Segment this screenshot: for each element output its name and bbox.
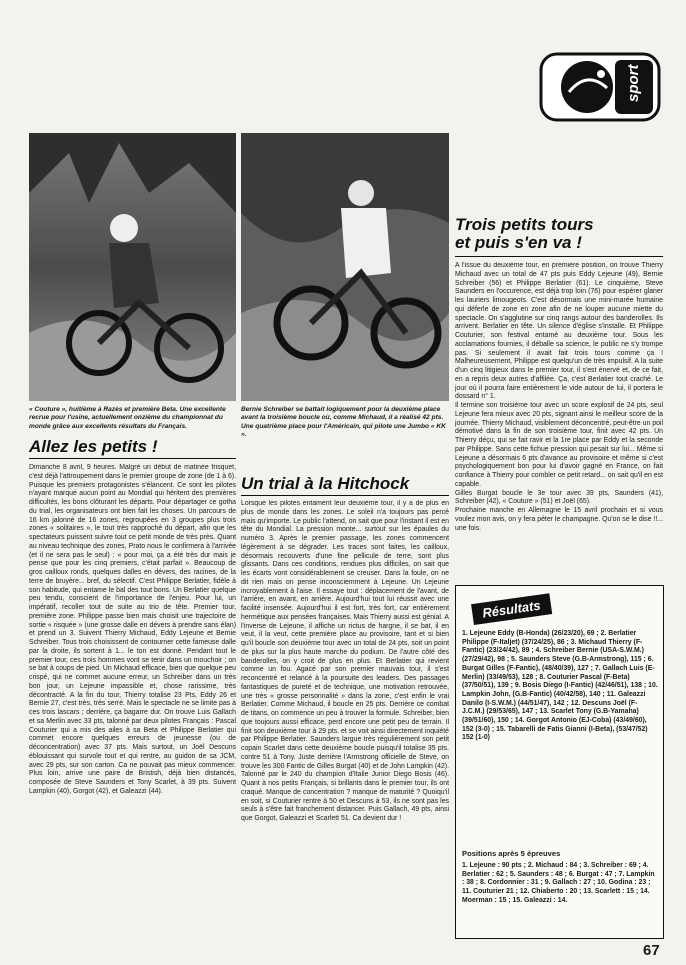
sport-logo	[539, 52, 661, 122]
results-box	[455, 585, 664, 939]
section3-paragraph-4: Prochaine manche en Allemagne le 15 avril prochain et si vous voulez mon avis, on y fera péter le champagne. Qu'on se le dise !!... une fois.	[455, 507, 663, 532]
section3-body	[455, 262, 663, 582]
section3-paragraph-2: Il termine son troisième tour avec un score explosif de 24 pts, seul Lejeune fera mieux avec 20 pts, signant ainsi le meilleur score de la journée. Thierry Michaud, visiblement déconcentré, peut-être un poil démotivé dans la fin de son troisième tour, finit avec 42 pts. Un Thierry déçu, qui se fait ravir et la 1re place par Eddy et la seconde par Philippe. Sans cette fichue pression qui pesait sur lui... Même si Lejeune a désormais 6 pts d'avance au provisoire et même si c'est psychologiquement bon pour lui d'avoir gagné en France, on fait confiance à Thierry pour combler ce petit retard... on sait qu'il en est capable.	[455, 402, 663, 488]
logo-text: sport	[625, 64, 642, 102]
section3-paragraph-1: A l'issue du deuxième tour, en première position, on trouve Thierry Michaud avec un total de 47 pts puis Eddy Lejeune (49), Bernie Schreiber (56) et Philippe Berlatier (61). Le cinquième, Steve Saunders en l'occurence, est déjà trop loin (76) pour espérer glaner les lauriers limougeots. C'est désormais une mini-marée humaine qui déferle de zone en zone afin de ne louper aucune miette du spectacle. On s'agglutine sur cinq rangs autour des banderolles. Ils arrivent. Berlatier en tête. Un silence d'église s'installe. Et Philippe Couturier, son festival entamé au deuxième tour. Sous les acclamations fournies, il déballe sa science, le public ne s'y trompe pas. Si seulement il avait fait trois tours comme ça ! Malheureusement, Philippe est quelqu'un de très impulsif. A la suite d'un cinq litigieux dans le premier tour, il s'est énervé et, de ce fait, en a repris deux autres d'affilée. Ça, c'est Berlatier tout craché. Le jour où il pourra faire entièrement le vide autour de lui, il portera le dossard n° 1.	[455, 262, 663, 401]
section1-body: Dimanche 8 avril, 9 heures. Malgré un début de matinée frisquet, c'est déjà l'attroupement dans le premier groupe de zone (de 1 à 6). Puisque les premiers protagonistes s'élancent. Ce sont les pilotes n'ayant marqué aucun point au Mondial qui héritent des premières difficultés, les bons clôturant les départs. Pour départager ce gotha du trial, les organisateurs ont bien fait les choses. Un parcours de 16 km jalonné de 16 zones, regroupées en 3 groupes plus trois zones « solitaires », le tout très rapproché du départ, afin que les spectateurs puissent suivre tout ce petit monde de très près. Quant au niveau technique des zones, Prato nous le confirmera à l'arrivée (et il ne sera pas le seul) : « pour moi, ça a été très dur mais je pense que pour les cinq premiers, c'était parfait ». Beaucoup de gros cailloux ronds, quelques dalles en dévers, des racines, de la terre de bruyère... bref, du sélectif. C'est Philippe Berlatier, fidèle à son habitude, qui entame le bal des tout bons. Un Berlatier quelque peu tendu, conscient de l'importance de l'enjeu. Pour lui, un impératif, recoller tout de suite au trio de tête. Premier tour, première zone. Philippe passe bien mais choisit une trajectoire de sortie « risquée » (une grosse dalle en dévers à prendre sans élan) et prend un 3. Suivent Thierry Michaud, Eddy Lejeune et Bernie Schreiber. Tous trois choisissent de contourner cette fameuse dalle par la droite, ils sortent à 1... le ton est donné. Pendant tout le premier tour, ces trois hommes vont se tenir dans un mouchoir ; on se bat à coups de pied. Un Michaud efficace, bien que quelque peu crispé, qui ne commet aucune erreur, un Schreiber dans un très bon jour, un Lejeune impassible et, chose rarissime, très décontracté. A la fin du tour, Thierry totalise 23 Pts, Eddy 26 et Bernie 27, c'est très, très serré. Mais le spectacle ne se limite pas à ces trois lascars ; derrière, ça bagarre dur. On trouve Luis Gallach et sa Merlin avec 33 pts, talonné par deux pilotes Français : Pascal Couturier qui a mis des ailes à sa Beta et Philippe Berlatier qui commet encore quelques erreurs de jeunesse (ou de déconcentration) avec 37 pts. Mais surtout, un Joël Descuns éblouissant qui survole tout et qui rentre, au guidon de sa JCM, avec 29 pts, sur son carton. Ca ne pouvait pas mieux commencer. Plus loin, arrive une paire de Bristish, déjà bien distancés, composée de Steve Saunders et Tony Scarlet, à 39 pts. Suivent Lampkin (40), Gorgot (42), et Galeazzi (44).	[29, 464, 236, 795]
section3-paragraph-3: Gilles Burgat boucle le 3e tour avec 39 pts, Saunders (41), Schreiber (42), « Couture » (51) et Joël (65).	[455, 489, 663, 506]
section1-divider	[29, 458, 236, 459]
caption-couture: « Couture », huitième à Razès et première Beta. Une excellente recrue pour l'usine, actuellement onzième du championnat du monde grâce aux excellents résultats du Français.	[29, 406, 226, 430]
section1-continuation	[241, 440, 449, 470]
photo-couture	[29, 133, 236, 401]
section2-body: Lorsque les pilotes entament leur deuxième tour, il y a de plus en plus de monde dans les zones. Le soleil n'a toujours pas percé mais qu'importe. Le public l'attend, on sait que pour l'instant il est en tête du Mondial. La pression monte... surtout sur les épaules du numéro 3. Après le premier passage, les zones commencent légèrement à se dégrader. Les traces sont faites, les cailloux, désormais recouverts d'une fine pellicule de terre, sont plus glissants. Dans ces conditions, rendues plus difficiles, on sait que les écarts vont considérablement se creuser. Dans la foule, on ne dit rien mais on pense inconsciemment à Lejeune. Un Lejeune incroyablement à l'aise. Il essaye tout : déplacement de l'avant, de l'arrière, en avant, en arrière. Aujourd'hui tout lui réussit avec une facilité insensée. Aujourd'hui il est fort, très fort, car entièrement hermétique aux pensées françaises. Mais Thierry aussi est génial. A l'inverse de Lejeune, il affiche un rictus de hargne, il se bat, il en veut, il la veut, cette première place au provisoire, tant et si bien qu'il boucle son deuxième tour avec un total de 24 pts, soit un point de plus sur la plus haute marche du podium. De l'autre côté des banderolles, on y croit de plus en plus. Et Berlatier qui revient comme un fou. Agacé par son premier mauvais tour, il s'est reconcentré et relancé à la poursuite des leaders. Des passages fantastiques de pureté et de technique, une motivation retrouvée, une très « grosse personnalité » dans la zone, c'est enfin le vrai Berlatier. Comme Michaud, il boucle en 25 pts. Derrière ce combat de titans, on commence un peu à trouver la formule. Schreiber, bien que toujours aussi efficace, perd encore une petit peu de terrain. Il finit son deuxième tour à 29 pts. et se voit ainsi directement inquiété par Philippe Berlatier. Saunders largue très régulièrement son petit copain Scarlet dans cette deuxième boucle puisqu'il totalise 35 pts. contre 51 à Tony. Juste derrière l'Armstrong officielle de Steve, on trouve les 300 Fantic de Gilles Burgat (40) et de John Lampkin (42). Talonné par le 240 du champion d'Italie Junior Diego Bosis (46). Quant à nos petits Français, si brillants dans le premier tour, ils ont craqué. Manque de concentration ? manque de maturité ? Quoiqu'il en soit, si Couturier rentre à 50 et Descuns à 53, ils ne sont pas les seuls à s'être fait franchement distancer. Puis Gallach, 49 pts, ainsi que Gorgot, Galeazzi et Scarlett 51. Ca devient dur !	[241, 500, 449, 822]
photo-schreiber	[241, 133, 449, 401]
section2-title: Un trial à la Hitchock	[241, 474, 410, 493]
photo-schreiber-image	[241, 133, 449, 401]
page-number: 67	[643, 942, 660, 959]
results-list: 1. Lejeune Eddy (B-Honda) (26/23/20), 69 ; 2. Berlatier Philippe (F-Italjet) (37/24/25), 86 ; 3. Michaud Thierry (F-Fantic) (23/24/42), 89 ; 4. Schreiber Bernie (USA-S.W.M.) (27/29/42), 98 ; 5. Saunders Steve (G.B-Armstrong), 115 ; 6. Burgat Gilles (F-Fantic), (48/40/39), 127 ; 7. Gallach Luis (E-Merlin) (33/49/53), 128 ; 8. Couturier Pascal (F-Beta) (37/50/51), 139 ; 9. Bosis Diego (I-Fantic) (42/46/51), 138 ; 10. Lampkin John, (G.B-Fantic) (40/42/58), 140 ; 11. Galeazzi Danilo (I-S.W.M.) (44/51/47), 142 ; 12. Descuns Joël (F-J.C.M.) (29/53/65), 147 ; 13. Scarlet Tony (G.B-Yamaha) (39/51/60), 150 ; 14. Gorgot Antonio (EJ-Coba) (43/49/60), 152 (3-0) ; 15. Tabarelli de Fatis Gianni (I-Beta), (53/47/52) 152 (1-0)	[462, 630, 658, 742]
positions-title: Positions après 5 épreuves	[462, 849, 561, 858]
section3-divider	[455, 256, 663, 257]
section3-title-line2: et puis s'en va !	[455, 233, 582, 252]
photo-couture-image	[29, 133, 236, 401]
sport-logo-shape	[539, 52, 661, 122]
section1-title: Allez les petits !	[29, 437, 158, 456]
positions-list: 1. Lejeune : 90 pts ; 2. Michaud : 84 ; 3. Schreiber : 69 ; 4. Berlatier : 62 ; 5. Saunders : 48 ; 6. Burgat : 47 ; 7. Lampkin : 38 ; 8. Cordonnier : 31 ; 9. Gallach : 27 ; 10. Godina : 23 ; 11. Couturier 21 ; 12. Chiaberto : 20 ; 13. Scarlett : 15 ; 14. Moerman : 15 ; 15. Galeazzi : 14.	[462, 862, 655, 904]
caption-schreiber: Bernie Schreiber se battait logiquement pour la deuxième place avant la troisième boucle où, comme Michaud, il a réalisé 42 pts. Une quatrième place pour l'Américain, qui pilote une Jumbo « KK ».	[241, 406, 446, 439]
section2-divider	[241, 495, 449, 496]
results-banner: Résultats	[471, 593, 552, 625]
section3-title-line1: Trois petits tours	[455, 215, 594, 234]
